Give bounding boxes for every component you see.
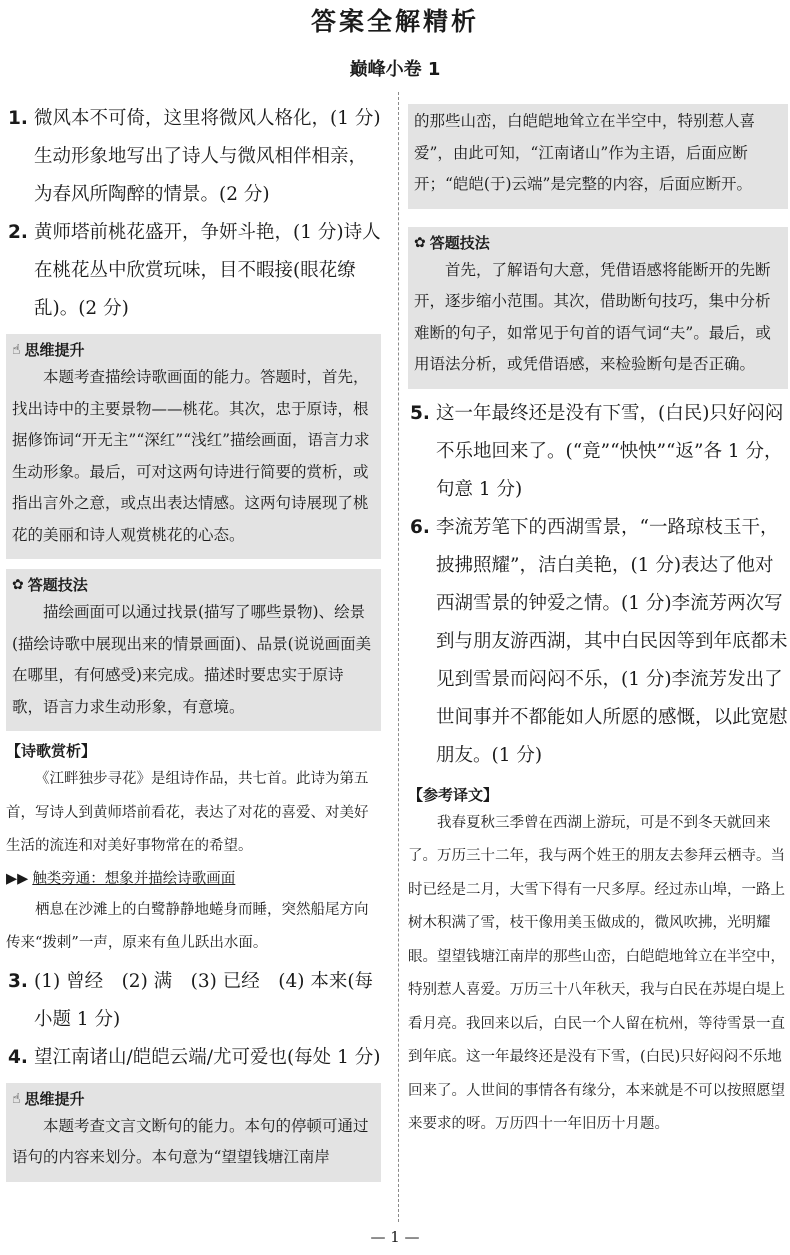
question-number: 6.	[410, 516, 430, 538]
question-3	[6, 963, 381, 1039]
extension-section	[6, 864, 381, 961]
column-divider	[398, 92, 399, 1222]
pointing-hand-icon: ☝	[12, 1090, 21, 1107]
box-text: 首先，了解语句大意，凭借语感将能断开的先断开，逐步缩小范围。其次，借助断句技巧，集中分析难断的句子，如常见于句首的语气词“夫”。最后，或用语法分析，或凭借语感，来检验断句是否正确。	[414, 260, 771, 373]
box-header	[414, 231, 780, 255]
box-header	[12, 573, 373, 597]
question-6	[408, 509, 788, 775]
question-number: 5.	[410, 402, 430, 424]
gear-icon: ✿	[12, 577, 24, 593]
box-title: 答题技法	[27, 576, 88, 594]
answer-text: 微风本不可倚，这里将微风人格化，(1 分)生动形象地写出了诗人与微风相伴相亲，为春风所陶醉的情景。(2 分)	[34, 108, 381, 205]
technique-box	[6, 569, 381, 731]
section-text: 我春夏秋三季曾在西湖上游玩，可是不到冬天就回来了。万历三十二年，我与两个姓王的朋友去参拜云栖寺。当时已经是二月，大雪下得有一尺多厚。经过赤山埠，一路上树木积满了雪，枝干像用美玉做成的，微风吹拂，光明耀眼。望望钱塘江南岸的那些山峦，白皑皑地耸立在半空中，特别惹人喜爱。万历三十八年秋天，我与白民在苏堤白堤上看月亮。我回来以后，白民一个人留在杭州，等待雪景一直到年底。这一年最终还是没有下雪，(白民)只好闷闷不乐地回来了。人世间的事情各有缘分，本来就是不可以按照愿望来要求的呀。万历四十一年旧历十月题。	[408, 814, 785, 1132]
box-title: 答题技法	[429, 233, 490, 252]
answer-text: (1) 曾经 (2) 满 (3) 已经 (4) 本来(每小题 1 分)	[34, 970, 374, 1030]
question-1	[6, 100, 381, 214]
answer-text: 李流芳笔下的西湖雪景，“一路琼枝玉干，披拂照耀”，洁白美艳，(1 分)表达了他对西湖雪景的钟爱之情。(1 分)李流芳两次写到与朋友游西湖，其中白民因等到年底都未见到雪景而闷闷不乐，(1 分)李流芳发出了世间事并不都能如人所愿的感慨，以此宽慰朋友。(1 分)	[436, 516, 788, 766]
thinking-box	[6, 1083, 381, 1182]
pointing-hand-icon: ☝	[12, 342, 21, 358]
section-text: 栖息在沙滩上的白鹭静静地蜷身而睡，突然船尾方向传来“拨剌”一声，原来有鱼儿跃出水面。	[6, 901, 369, 951]
question-2	[6, 214, 381, 328]
section-heading: 【诗歌赏析】	[6, 742, 97, 760]
question-number: 1.	[8, 108, 28, 129]
thinking-box	[6, 334, 381, 559]
technique-box	[408, 227, 788, 389]
left-column	[6, 100, 381, 1182]
poem-appreciation	[6, 739, 381, 864]
question-number: 3.	[8, 970, 28, 992]
thinking-box-continued	[408, 104, 788, 209]
box-text: 本题考查文言文断句的能力。本句的停顿可通过语句的内容来划分。本句意为“望望钱塘江南岸	[12, 1116, 369, 1166]
page-title: 答案全解精析	[310, 7, 479, 36]
box-title: 思维提升	[24, 341, 85, 359]
gear-icon: ✿	[414, 234, 426, 251]
section-text: 《江畔独步寻花》是组诗作品，共七首。此诗为第五首，写诗人到黄师塔前看花，表达了对花的喜爱、对美好生活的流连和对美好事物常在的希望。	[6, 771, 369, 854]
answer-text: 望江南诸山/皑皑云端/尤可爱也(每处 1 分)	[34, 1046, 381, 1068]
box-text: 的那些山峦，白皑皑地耸立在半空中，特别惹人喜爱”，由此可知，“江南诸山”作为主语，后面应断开；“皑皑(于)云端”是完整的内容，后面应断开。	[414, 112, 756, 193]
double-arrow-icon: ▶▶	[6, 870, 29, 887]
question-5	[408, 395, 788, 509]
section-heading: 【参考译文】	[408, 785, 499, 804]
question-number: 2.	[8, 222, 28, 243]
right-column	[408, 104, 788, 1142]
box-header	[12, 338, 373, 362]
page-subtitle: 巅峰小卷 1	[349, 59, 441, 80]
box-header	[12, 1087, 373, 1111]
box-text: 描绘画面可以通过找景(描写了哪些景物)、绘景(描绘诗歌中展现出来的情景画面)、品景(说说画面美在哪里，有何感受)来完成。描述时要忠实于原诗歌，语言力求生动形象，有意境。	[12, 603, 372, 716]
reference-translation	[408, 783, 788, 1142]
answer-text: 黄师塔前桃花盛开，争妍斗艳，(1 分)诗人在桃花丛中欣赏玩味，目不暇接(眼花缭乱)。(2 分)	[34, 222, 381, 319]
extension-heading	[6, 864, 381, 894]
box-text: 本题考查描绘诗歌画面的能力。答题时，首先，找出诗中的主要景物——桃花。其次，忠于原诗，根据修饰词“开无主”“深红”“浅红”描绘画面，语言力求生动形象。最后，可对这两句诗进行简要的赏析，或指出言外之意，或点出表达情感。这两句诗展现了桃花的美丽和诗人观赏桃花的心态。	[12, 368, 370, 544]
question-4	[6, 1039, 381, 1077]
question-number: 4.	[8, 1046, 28, 1068]
extension-label: 触类旁通：想象并描绘诗歌画面	[32, 870, 236, 887]
box-title: 思维提升	[24, 1089, 85, 1108]
page-number: — 1 —	[370, 1228, 420, 1246]
answer-text: 这一年最终还是没有下雪，(白民)只好闷闷不乐地回来了。(“竟”“怏怏”“返”各 1 分，句意 1 分)	[436, 402, 784, 500]
